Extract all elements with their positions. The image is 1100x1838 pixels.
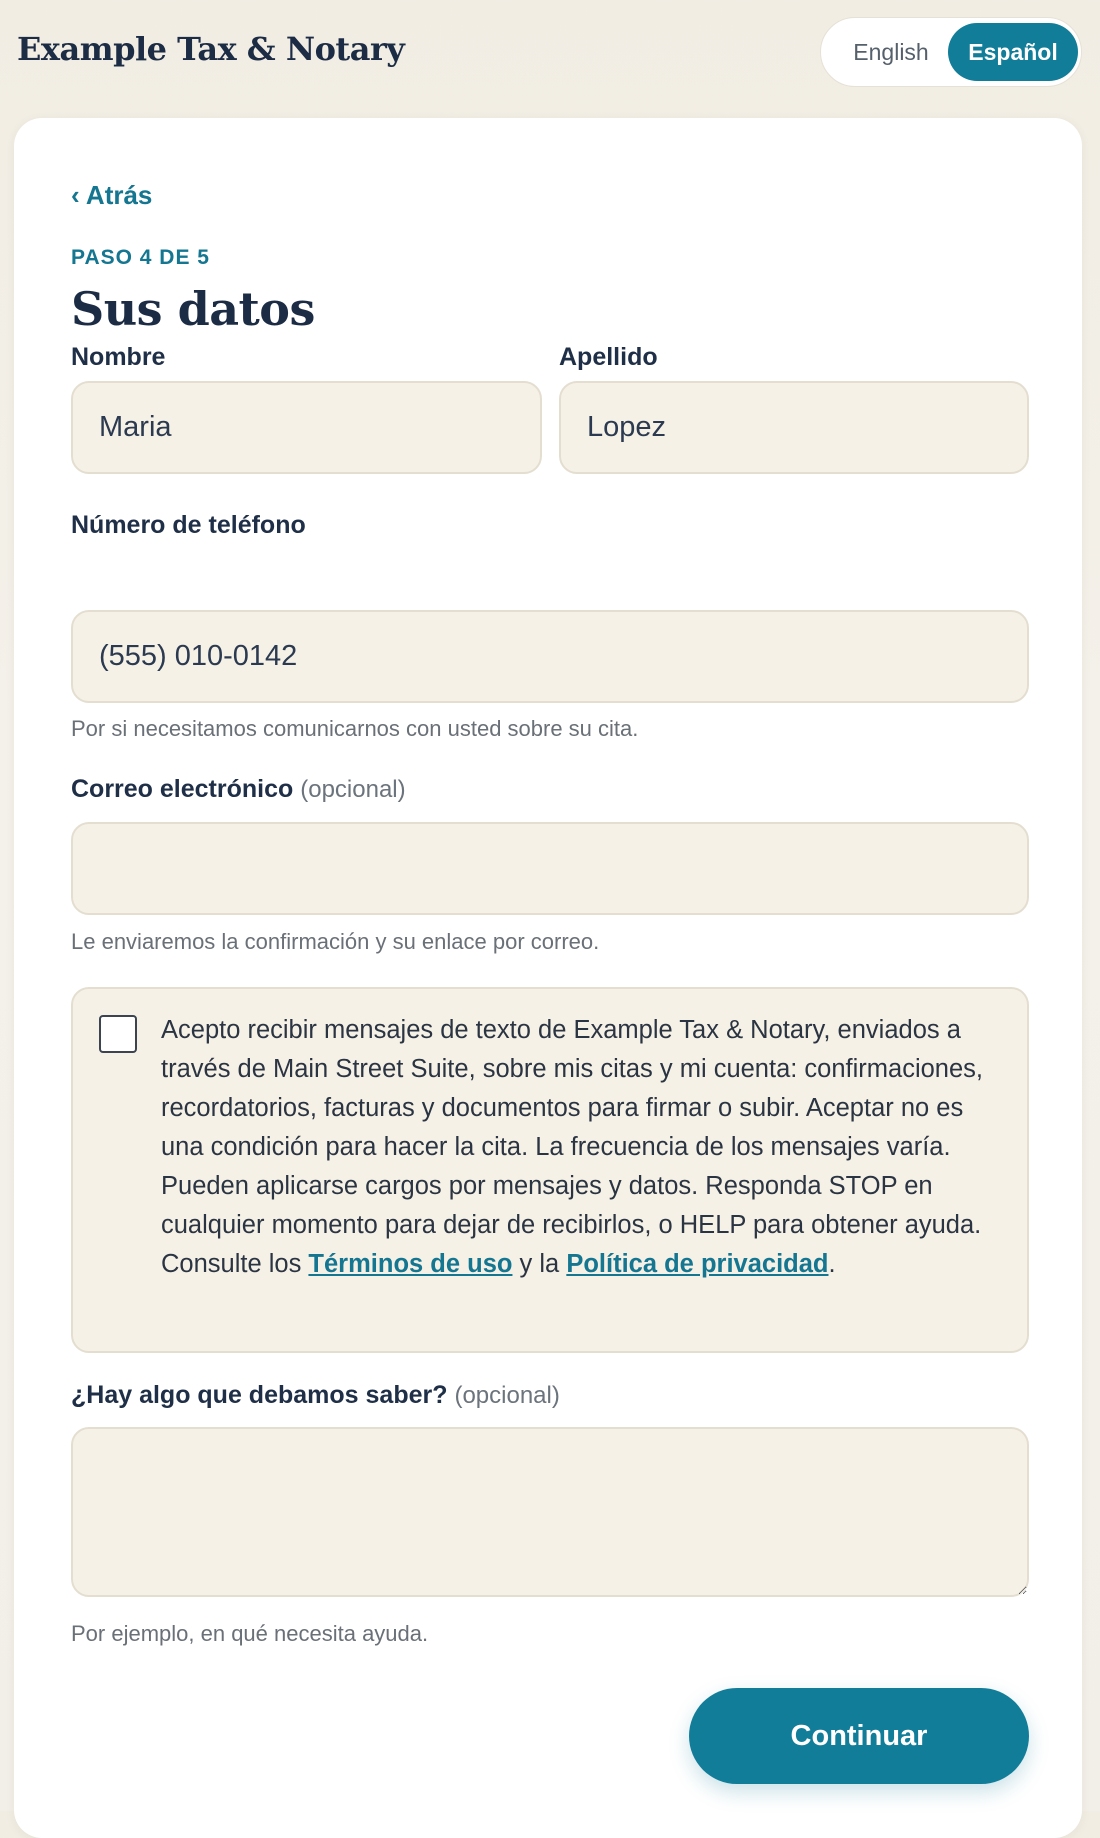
back-link[interactable]: ‹ Atrás <box>71 180 153 210</box>
page-title: Sus datos <box>71 282 315 336</box>
email-input[interactable] <box>71 822 1029 915</box>
first-name-input[interactable] <box>71 381 542 474</box>
language-spanish-button[interactable]: Español <box>948 23 1078 81</box>
top-bar <box>0 0 1100 120</box>
email-optional-tag: (opcional) <box>300 776 406 803</box>
notes-help-text: Por ejemplo, en qué necesita ayuda. <box>71 1621 429 1646</box>
sms-consent-box <box>71 987 1029 1353</box>
sms-consent-checkbox[interactable] <box>99 1015 137 1053</box>
email-help-text: Le enviaremos la confirmación y su enlace por correo. <box>71 929 600 954</box>
language-toggle <box>820 17 1082 87</box>
notes-optional-tag: (opcional) <box>454 1382 560 1409</box>
terms-of-use-link[interactable]: Términos de uso <box>308 1250 513 1278</box>
first-name-label: Nombre <box>71 343 166 371</box>
sms-consent-text: Acepto recibir mensajes de texto de Example Tax & Notary, enviados a través de Main Street Suite, sobre mis citas y mi cuenta: confirmaciones, recordatorios, facturas y documentos para firmar o subir. Aceptar no es una condición para hacer la cita. La frecuencia de los mensajes varía. Pueden aplicarse cargos por mensajes y datos. Responda STOP en cualquier momento para dejar de recibirlos, o HELP para obtener ayuda. Consulte los Términos de uso y la Política de privacidad. <box>161 1016 984 1278</box>
email-label: Correo electrónico (opcional) <box>71 775 406 803</box>
language-english-button[interactable]: English <box>853 38 929 65</box>
phone-label: Número de teléfono <box>71 511 306 539</box>
brand-logo-text[interactable]: Example Tax & Notary <box>17 30 405 68</box>
notes-textarea[interactable] <box>71 1427 1029 1597</box>
notes-label: ¿Hay algo que debamos saber? (opcional) <box>71 1381 560 1409</box>
phone-input[interactable] <box>71 610 1029 703</box>
step-indicator: PASO 4 DE 5 <box>71 246 210 269</box>
phone-help-text: Por si necesitamos comunicarnos con usted sobre su cita. <box>71 716 639 741</box>
privacy-policy-link[interactable]: Política de privacidad <box>566 1250 829 1278</box>
last-name-label: Apellido <box>559 343 658 371</box>
continue-button[interactable]: Continuar <box>689 1688 1029 1784</box>
form-card <box>14 118 1082 1838</box>
last-name-input[interactable] <box>559 381 1029 474</box>
